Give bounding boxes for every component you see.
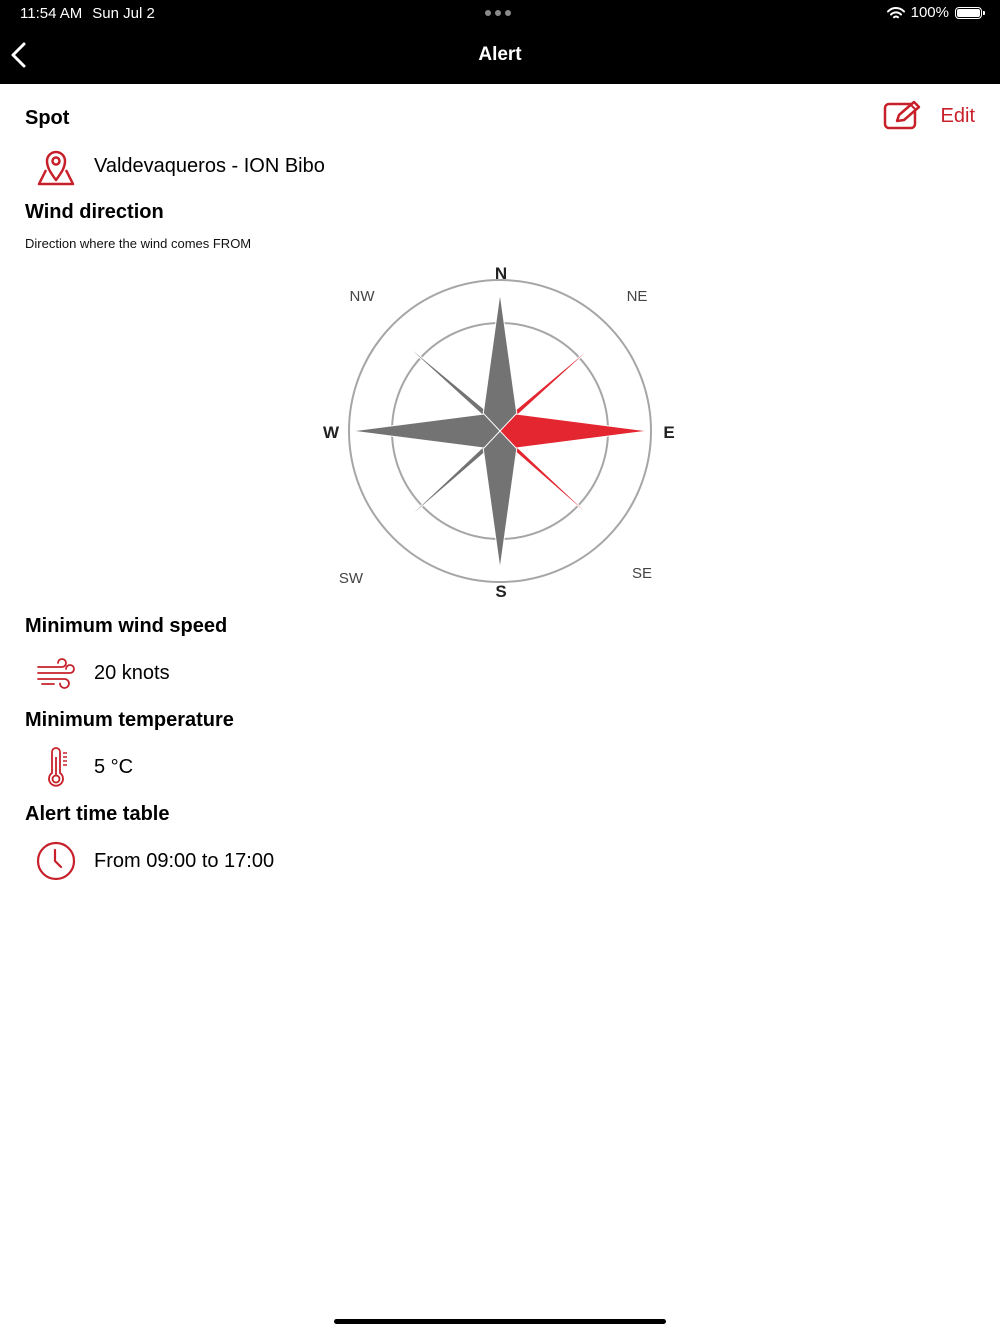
compass-label-sw: SW: [338, 570, 364, 587]
wind-direction-title: Wind direction: [25, 201, 164, 223]
time-table-value: From 09:00 to 17:00: [94, 849, 275, 872]
compass-label-s: S: [495, 582, 507, 601]
compass-point-n[interactable]: [483, 293, 517, 431]
status-time: 11:54 AM: [20, 5, 83, 22]
status-time-area: [20, 5, 155, 23]
battery-percent: 100%: [910, 4, 949, 21]
min-temperature-value: 5 °C: [94, 755, 134, 778]
multitasking-dots-icon[interactable]: [485, 10, 511, 16]
edit-icon: [883, 100, 923, 132]
clock-icon: [32, 837, 80, 885]
compass-point-w[interactable]: [352, 414, 500, 448]
spot-name: Valdevaqueros - ION Bibo: [94, 154, 325, 177]
compass-point-s[interactable]: [483, 431, 517, 569]
min-temperature-title: Minimum temperature: [25, 709, 234, 731]
spot-row: [32, 142, 325, 190]
temperature-row: [32, 743, 133, 791]
time-table-title: Alert time table: [25, 803, 170, 825]
wind-direction-subtitle: Direction where the wind comes FROM: [25, 236, 252, 251]
wifi-icon: [887, 7, 905, 20]
edit-button[interactable]: [883, 100, 975, 132]
thermometer-icon: [32, 743, 80, 791]
compass-label-w: W: [322, 423, 340, 442]
top-bar: [0, 0, 1000, 84]
map-pin-icon: [32, 142, 80, 190]
home-indicator[interactable]: [334, 1319, 666, 1324]
min-wind-speed-value: 20 knots: [94, 661, 170, 684]
status-date: Sun Jul 2: [92, 5, 155, 22]
compass-label-nw: NW: [349, 288, 375, 305]
spot-section-title: Spot: [25, 107, 70, 129]
nav-title: Alert: [478, 44, 522, 65]
battery-icon: [955, 7, 982, 19]
compass-label-ne: NE: [626, 288, 648, 305]
wind-compass[interactable]: [310, 255, 690, 605]
edit-label: Edit: [940, 104, 975, 127]
compass-label-se: SE: [631, 565, 653, 582]
min-wind-speed-title: Minimum wind speed: [25, 615, 228, 637]
compass-label-e: E: [663, 423, 675, 442]
wind-icon: [32, 649, 80, 697]
compass-point-e[interactable]: [500, 414, 648, 448]
status-right: [887, 4, 982, 22]
compass-label-n: N: [494, 264, 508, 283]
time-table-row: [32, 837, 274, 885]
wind-speed-row: [32, 649, 170, 697]
